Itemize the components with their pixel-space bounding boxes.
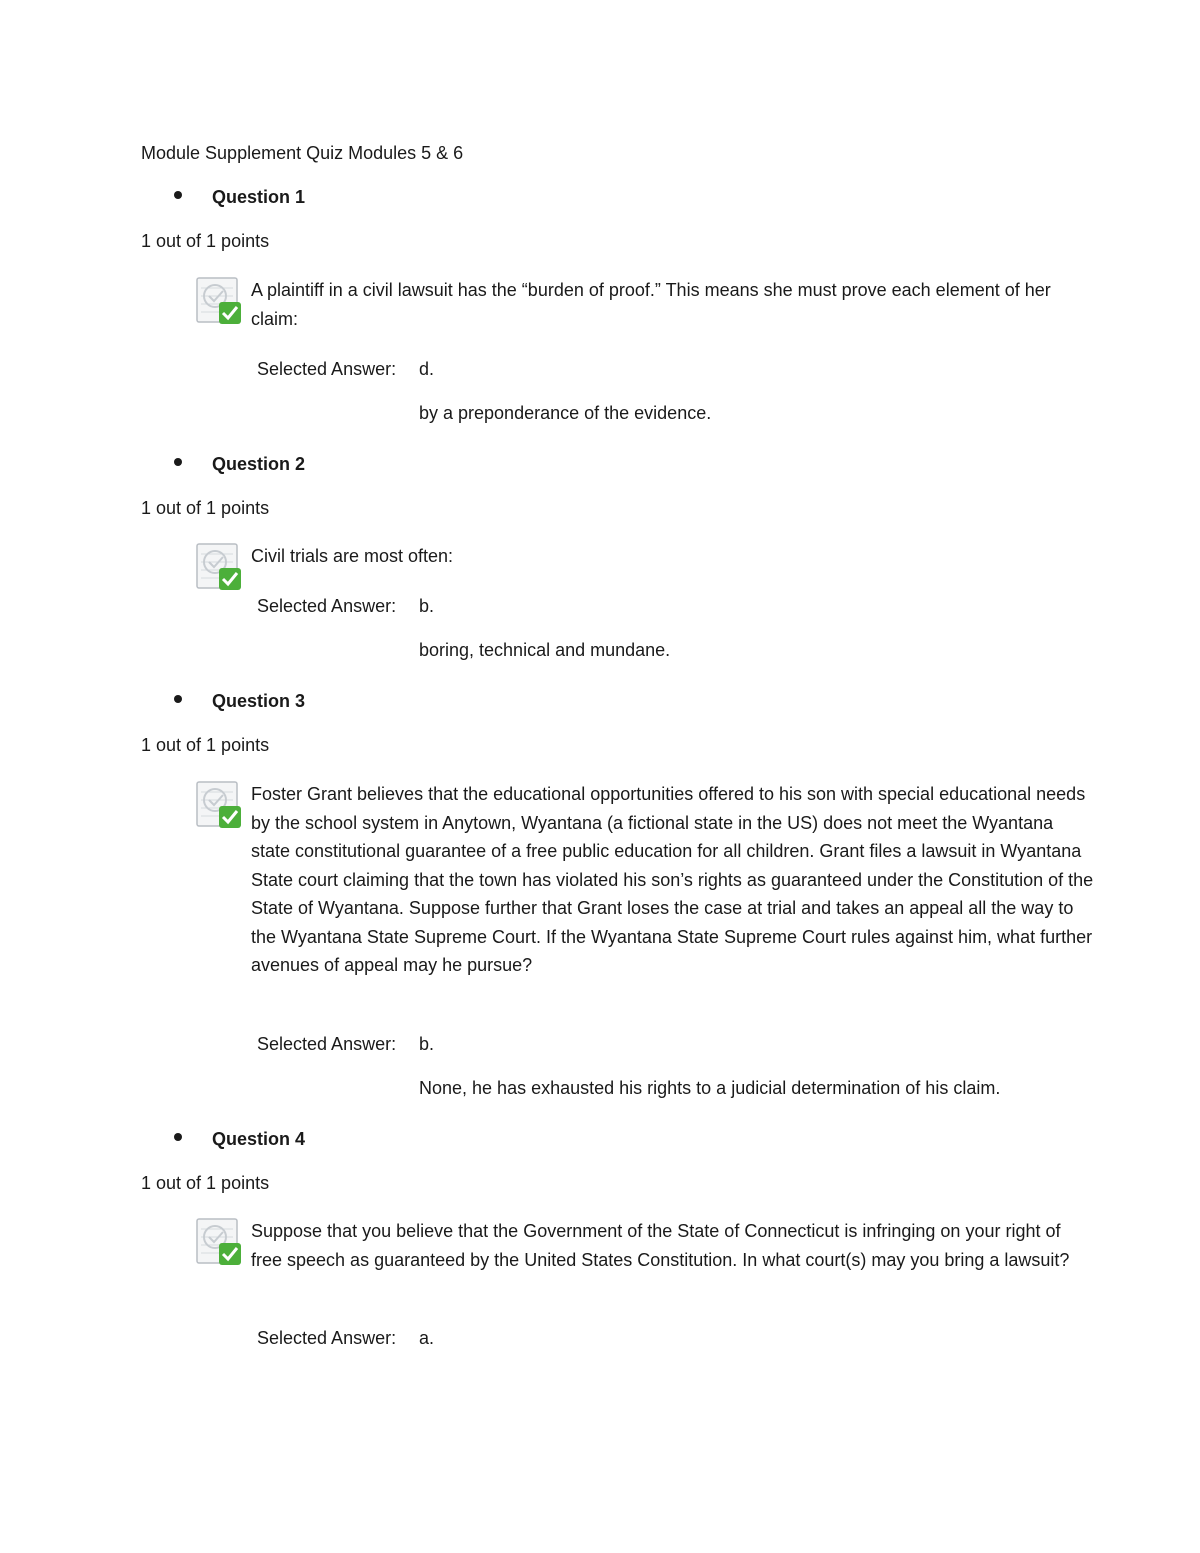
question-points: 1 out of 1 points <box>141 498 270 518</box>
selected-answer-text: by a preponderance of the evidence. <box>419 403 712 423</box>
selected-answer-text: None, he has exhausted his rights to a judicial determination of his claim. <box>419 1078 1001 1098</box>
selected-answer-label: Selected Answer: <box>257 359 397 379</box>
correct-checkmark-icon <box>195 542 245 592</box>
question-heading <box>174 187 305 208</box>
selected-answer-letter: b. <box>419 1034 435 1054</box>
bullet-icon <box>174 1133 182 1141</box>
question-body <box>195 1217 1095 1274</box>
selected-answer-letter: d. <box>419 359 435 379</box>
selected-answer-letter: a. <box>419 1328 435 1348</box>
selected-answer-label: Selected Answer: <box>257 1328 397 1348</box>
document-title: Module Supplement Quiz Modules 5 & 6 <box>141 143 464 163</box>
question-text: Civil trials are most often: <box>251 546 454 566</box>
question-heading-label: Question 3 <box>212 691 306 711</box>
selected-answer-letter: b. <box>419 596 435 616</box>
question-heading-label: Question 1 <box>212 187 306 207</box>
bullet-icon <box>174 458 182 466</box>
question-points: 1 out of 1 points <box>141 231 270 251</box>
question-text: Foster Grant believes that the educational opportunities offered to his son with special educational needs by the school system in Anytown, Wyantana (a fictional state in the US) does not meet the Wyantana state constitutional guarantee of a free public education for all children. Grant files a lawsuit in Wyantana State court claiming that the town has violated his son’s rights as guaranteed under the Constitution of the State of Wyantana. Suppose further that Grant loses the case at trial and takes an appeal all the way to the Wyantana State Supreme Court. If the Wyantana State Supreme Court rules against him, what further avenues of appeal may he pursue? <box>251 784 1094 975</box>
question-heading <box>174 454 305 475</box>
question-text: A plaintiff in a civil lawsuit has the “burden of proof.” This means she must prove each element of her claim: <box>251 280 1051 329</box>
selected-answer-label: Selected Answer: <box>257 596 397 616</box>
question-text: Suppose that you believe that the Government of the State of Connecticut is infringing on your right of free speech as guaranteed by the United States Constitution. In what court(s) may you bring a lawsuit? <box>251 1221 1070 1270</box>
question-body <box>195 542 1095 571</box>
question-heading <box>174 1129 305 1150</box>
bullet-icon <box>174 191 182 199</box>
selected-answer-text: boring, technical and mundane. <box>419 640 671 660</box>
bullet-icon <box>174 695 182 703</box>
correct-checkmark-icon <box>195 276 245 326</box>
correct-checkmark-icon <box>195 780 245 830</box>
question-body <box>195 780 1095 980</box>
question-heading-label: Question 4 <box>212 1129 306 1149</box>
question-body <box>195 276 1095 333</box>
question-heading <box>174 691 305 712</box>
question-points: 1 out of 1 points <box>141 1173 270 1193</box>
question-points: 1 out of 1 points <box>141 735 270 755</box>
selected-answer-label: Selected Answer: <box>257 1034 397 1054</box>
correct-checkmark-icon <box>195 1217 245 1267</box>
question-heading-label: Question 2 <box>212 454 306 474</box>
